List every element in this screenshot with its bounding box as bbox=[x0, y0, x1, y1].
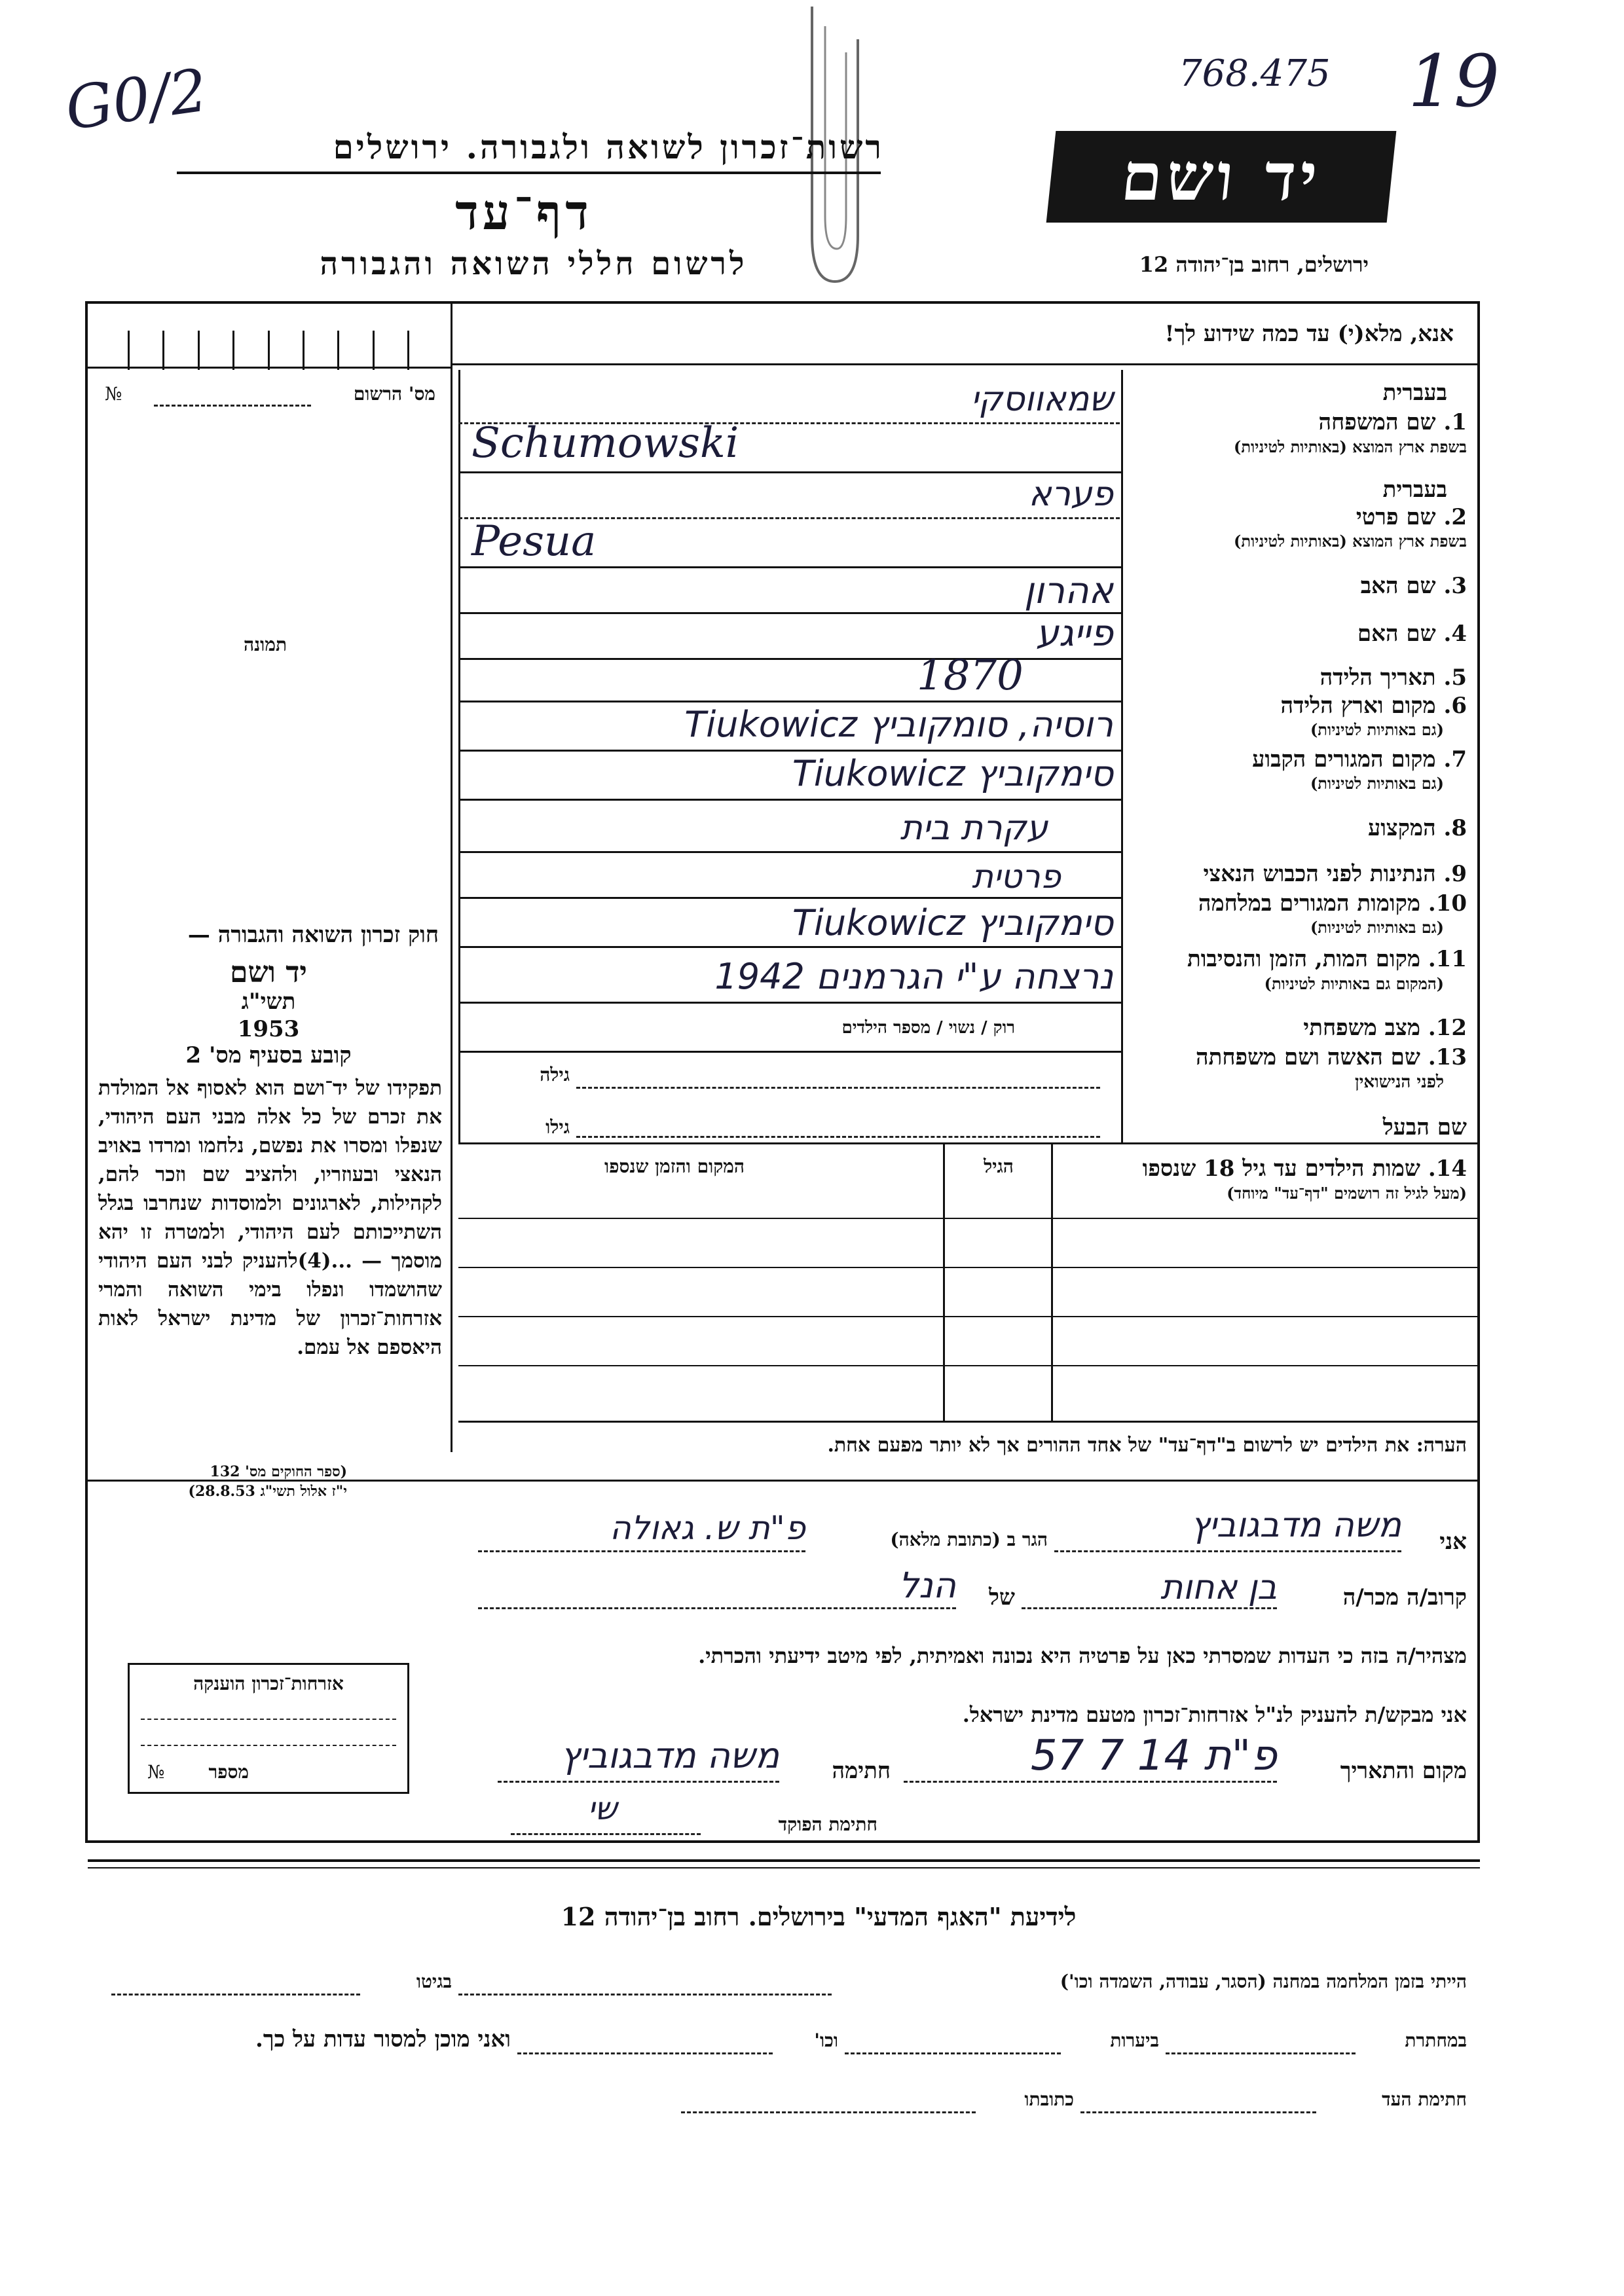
cert-number-label: מספר bbox=[208, 1761, 249, 1783]
label-marital bbox=[1133, 1015, 1467, 1041]
in-hebrew-2: בעברית bbox=[1382, 477, 1447, 503]
footer-witness-sig-field[interactable] bbox=[1080, 2111, 1316, 2113]
value-residence[interactable]: סימקוביץ Tiukowicz bbox=[792, 753, 1113, 794]
law-source-2: י"ז אלול תשי"ג 28.8.53) bbox=[188, 1483, 347, 1500]
row-divider-13 bbox=[458, 1142, 1480, 1144]
num-8: 8. bbox=[1443, 815, 1467, 841]
children-col-place: המקום והזמן שנספו bbox=[604, 1156, 745, 1177]
footer-address-field[interactable] bbox=[681, 2111, 976, 2113]
row-divider-5 bbox=[458, 701, 1123, 702]
reg-number-sign: № bbox=[105, 383, 122, 405]
in-hebrew-1: בעברית bbox=[1382, 380, 1447, 406]
label-children bbox=[1048, 1156, 1467, 1182]
value-submitter-address[interactable]: פ"ת ש. גאולה bbox=[610, 1509, 805, 1547]
num-1: 1. bbox=[1443, 409, 1467, 435]
wife-name-line[interactable] bbox=[576, 1087, 1100, 1089]
footer-line2a: במחתרת bbox=[1405, 2030, 1467, 2051]
row-divider-11 bbox=[458, 1002, 1123, 1004]
footer-line1-field[interactable] bbox=[458, 1994, 832, 1995]
label-residence-text: מקום המגורים הקבוע bbox=[1252, 746, 1436, 773]
label-wife-text: שם האשה ושם משפחתה bbox=[1196, 1044, 1420, 1070]
decl-statement: מצהיר/ה בזה כי העדות שמסרתי כאן על פרטיה היא נכונה ואמיתית, לפי מיטב ידיעתי והכרתי. bbox=[698, 1643, 1467, 1668]
cert-number-sign: № bbox=[147, 1761, 165, 1783]
children-col-divider-2 bbox=[1051, 1142, 1053, 1421]
children-row-1 bbox=[458, 1218, 1480, 1219]
label-death bbox=[1133, 946, 1467, 972]
num-9: 9. bbox=[1443, 861, 1467, 887]
label-father-text: שם האב bbox=[1360, 573, 1436, 599]
law-year: 1953 bbox=[237, 1016, 300, 1042]
declaration-divider bbox=[88, 1480, 1480, 1482]
num-5: 5. bbox=[1443, 665, 1467, 691]
num-4: 4. bbox=[1443, 621, 1467, 647]
value-birth-place[interactable]: רוסיה, סומקוביץ Tiukowicz bbox=[684, 704, 1113, 745]
yad-vashem-logo bbox=[1046, 131, 1397, 223]
footer-line2b: ביערות bbox=[1110, 2030, 1159, 2051]
children-col-age: הגיל bbox=[984, 1156, 1014, 1177]
footer-line1: הייתי בזמן המלחמה במחנה (הסגר, עבודה, השמדה וכו') bbox=[1060, 1971, 1467, 1992]
decl-relative: קרוב/ה מכר/ה bbox=[1342, 1584, 1467, 1611]
label-pre-war-text: הנתינות לפני הכבוש הנאצי bbox=[1203, 861, 1436, 887]
value-profession[interactable]: עקרת בית bbox=[900, 809, 1048, 848]
decl-of: של bbox=[989, 1584, 1015, 1611]
cert-title: אזרחות־זכרון הוענקה bbox=[193, 1673, 344, 1694]
label-family-name bbox=[1133, 409, 1467, 435]
label-children-text: שמות הילדים עד גיל 18 שנספו bbox=[1142, 1156, 1420, 1182]
authority-title: רשות־זכרון לשואה ולגבורה. ירושלים bbox=[333, 128, 884, 166]
law-title: חוק זכרון השואה והגבורה — bbox=[187, 922, 439, 948]
row-divider-2 bbox=[458, 566, 1123, 568]
footer-title: לידיעת "האגף המדעי" בירושלים. רחוב בן־יהודה 12 bbox=[561, 1902, 1077, 1931]
label-mother-text: שם האם bbox=[1357, 621, 1436, 647]
label-father bbox=[1133, 573, 1467, 599]
law-source-1: (ספר החוקים מס' 132 bbox=[210, 1463, 347, 1480]
num-2: 2. bbox=[1443, 504, 1467, 530]
address: ירושלים, רחוב בן־יהודה 12 bbox=[1139, 252, 1369, 277]
num-13: 13. bbox=[1428, 1044, 1467, 1070]
value-official-signature[interactable]: שי bbox=[587, 1791, 618, 1827]
value-mother[interactable]: פייגע bbox=[1035, 612, 1113, 655]
value-first-he[interactable]: פערא bbox=[1028, 475, 1113, 514]
value-birth-date[interactable]: 1870 bbox=[917, 651, 1024, 700]
decl-signature-label: חתימה bbox=[832, 1758, 891, 1784]
official-line bbox=[511, 1833, 701, 1835]
value-death[interactable]: נרצחה ע"י הגרמנים 1942 bbox=[714, 956, 1113, 997]
label-war-places-text: מקומות המגורים במלחמה bbox=[1198, 890, 1420, 917]
footer-line2c: וכו' bbox=[814, 2030, 838, 2051]
form-title: דף־עד bbox=[455, 185, 593, 241]
children-row-4 bbox=[458, 1365, 1480, 1366]
label-children-sub: (מעל לגיל זה רושמים "דף־עד" מיוחד) bbox=[1227, 1184, 1467, 1203]
label-birth-date bbox=[1133, 665, 1467, 691]
sidebar-divider bbox=[451, 301, 452, 1452]
label-marital-text: מצב משפחתי bbox=[1303, 1015, 1420, 1041]
num-7: 7. bbox=[1443, 746, 1467, 773]
cert-line-1 bbox=[141, 1719, 396, 1720]
title-underline bbox=[177, 172, 881, 174]
relation-of-line bbox=[478, 1607, 956, 1609]
num-6: 6. bbox=[1443, 693, 1467, 719]
value-relation[interactable]: בן אחות bbox=[1160, 1568, 1277, 1607]
footer-line3a: חתימת העד bbox=[1382, 2088, 1467, 2110]
label-wife bbox=[1133, 1044, 1467, 1070]
label-birth-date-text: תאריך הלידה bbox=[1320, 665, 1436, 691]
signature-line bbox=[498, 1781, 779, 1783]
label-mother bbox=[1133, 621, 1467, 647]
children-bottom bbox=[458, 1421, 1480, 1423]
label-birth-place bbox=[1133, 693, 1467, 719]
marital-options: רוק / נשוי / מספר הילדים bbox=[841, 1018, 1015, 1038]
footer-line2d: ואני מוכן למסור עדות על כך. bbox=[255, 2026, 511, 2052]
label-family-name-text: שם המשפחה bbox=[1318, 409, 1436, 435]
num-11: 11. bbox=[1428, 946, 1467, 972]
footer-line1-end: בגיטו bbox=[416, 1971, 452, 1992]
footer-ghetto-field[interactable] bbox=[111, 1994, 360, 1995]
label-profession-text: המקצוע bbox=[1367, 815, 1436, 841]
wife-age-label: גילה bbox=[540, 1064, 570, 1085]
value-signature[interactable]: משה מדבגוביץ bbox=[560, 1735, 779, 1776]
reg-number-line[interactable] bbox=[154, 405, 311, 407]
row-divider-7 bbox=[458, 799, 1123, 801]
handwritten-archive-ref: G0/2 bbox=[61, 56, 212, 144]
label-birth-place-sub: (גם באותיות לטיניות) bbox=[1310, 720, 1444, 739]
children-row-3 bbox=[458, 1316, 1480, 1317]
value-submitter-name[interactable]: משה מדבגוביץ bbox=[1190, 1506, 1401, 1545]
footer-divider-2 bbox=[88, 1867, 1480, 1868]
decl-ani: אני bbox=[1439, 1529, 1467, 1555]
photo-label: תמונה bbox=[243, 634, 287, 655]
label-divider bbox=[1121, 370, 1123, 1142]
value-family-latin[interactable]: Schumowski bbox=[471, 419, 739, 467]
footer-underground-field[interactable] bbox=[1166, 2052, 1356, 2054]
footer-line3b: כתובתו bbox=[1024, 2088, 1074, 2110]
label-first-name-text: שם פרטי bbox=[1356, 504, 1436, 530]
label-wife-sub: לפני הנישואין bbox=[1354, 1072, 1444, 1092]
row-divider-6 bbox=[458, 750, 1123, 752]
num-3: 3. bbox=[1443, 573, 1467, 599]
label-family-name-sub: בשפת ארץ המוצא (באותיות לטיניות) bbox=[1234, 437, 1467, 456]
decl-place-date-label: מקום והתאריך bbox=[1340, 1758, 1467, 1784]
value-pre-war[interactable]: פרטית bbox=[972, 858, 1061, 896]
law-body: תפקידו של יד־ושם הוא לאסוף אל המולדת את זכרם של כל אלה מבני העם היהודי, שנפלו ומסרו את נפשם, נלחמו ומרדו באויב הנאצי ובעוזריו, ולהציב שם וזכר להם, לקהילות, לארגונים ולמוסדות שנחרבו בגלל השתייכותם לעם היהודי, ולמטרה זו יהא מוסמך — ...(4)להעניק לבני העם היהודי שהושמדו ונפלו בימי השואה והמרי אזרחות־זכרון של מדינת ישראל לאות היאספם אל עמם. bbox=[98, 1076, 442, 1359]
submitter-name-line bbox=[1054, 1550, 1401, 1552]
label-birth-place-text: מקום וארץ הלידה bbox=[1280, 693, 1436, 719]
label-residence bbox=[1133, 746, 1467, 773]
decl-resident: הגר ב (כתובת מלאה) bbox=[890, 1529, 1048, 1550]
row-divider-9 bbox=[458, 897, 1123, 899]
row-divider-8 bbox=[458, 851, 1123, 853]
cert-line-2 bbox=[141, 1745, 396, 1746]
footer-forests-field[interactable] bbox=[845, 2052, 1061, 2054]
value-place-date[interactable]: פ"ת 14 7 57 bbox=[1030, 1732, 1277, 1780]
footer-etc-field[interactable] bbox=[517, 2052, 773, 2054]
num-10: 10. bbox=[1428, 890, 1467, 917]
husband-name-line[interactable] bbox=[576, 1136, 1100, 1138]
label-first-name-sub: בשפת ארץ המוצא (באותיות לטיניות) bbox=[1234, 532, 1467, 551]
value-family-he[interactable]: שמאווסקי bbox=[970, 380, 1113, 419]
law-year-he: תשי"ג bbox=[241, 989, 296, 1015]
form-subtitle: לרשום חללי השואה והגבורה bbox=[320, 246, 748, 282]
footer-divider bbox=[88, 1859, 1480, 1862]
decl-request: אני מבקש/ת להעניק לנ"ל אזרחות־זכרון מטעם מדינת ישראל. bbox=[962, 1702, 1467, 1727]
reg-number-label: מס' הרשום bbox=[353, 383, 435, 405]
label-residence-sub: (גם באותיות לטיניות) bbox=[1310, 774, 1444, 793]
law-clause: קובע בסעיף מס' 2 bbox=[185, 1042, 352, 1068]
label-death-text: מקום המות, הזמן והנסיבות bbox=[1187, 946, 1420, 972]
logo-text: יד ושם bbox=[1117, 138, 1325, 215]
label-pre-war bbox=[1133, 861, 1467, 887]
decl-official-label: חתימת הפוקד bbox=[778, 1813, 877, 1835]
row-divider-10 bbox=[458, 946, 1123, 948]
law-name: יד ושם bbox=[230, 956, 307, 989]
value-relation-of[interactable]: הנל bbox=[898, 1565, 956, 1606]
value-father[interactable]: אהרון bbox=[1024, 570, 1113, 612]
value-left-border bbox=[458, 370, 460, 1142]
label-first-name bbox=[1133, 504, 1467, 530]
value-war-places[interactable]: סימקוביץ Tiukowicz bbox=[792, 902, 1113, 943]
num-14: 14. bbox=[1428, 1156, 1467, 1182]
row-divider-1 bbox=[458, 471, 1123, 473]
children-row-2 bbox=[458, 1267, 1480, 1268]
children-note: הערה: את הילדים יש לרשום ב"דף־עד" של אחד ההורים אך לא יותר מפעם אחת. bbox=[827, 1434, 1467, 1457]
place-date-line bbox=[904, 1781, 1277, 1783]
label-death-sub: (המקום גם באותיות לטיניות) bbox=[1264, 974, 1444, 993]
children-col-divider-1 bbox=[943, 1142, 945, 1421]
label-war-places-sub: (גם באותיות לטיניות) bbox=[1310, 918, 1444, 937]
label-husband: שם הבעל bbox=[1382, 1114, 1467, 1140]
tick-box-row bbox=[128, 331, 409, 370]
value-first-latin[interactable]: Pesua bbox=[471, 517, 597, 566]
submitter-address-line bbox=[478, 1550, 805, 1552]
handwritten-page-number: 19 bbox=[1408, 39, 1500, 123]
husband-age-label: גילו bbox=[545, 1116, 570, 1138]
form-instruction: אנא, מלא(י) עד כמה שידוע לך! bbox=[1164, 321, 1454, 347]
row-divider-12 bbox=[458, 1051, 1123, 1053]
relation-line bbox=[1022, 1607, 1277, 1609]
num-12: 12. bbox=[1428, 1015, 1467, 1041]
tick-row-border bbox=[88, 367, 451, 369]
label-profession bbox=[1133, 815, 1467, 841]
handwritten-item-number: 768.475 bbox=[1179, 52, 1331, 95]
instruction-divider bbox=[451, 363, 1480, 365]
label-war-places bbox=[1133, 890, 1467, 917]
